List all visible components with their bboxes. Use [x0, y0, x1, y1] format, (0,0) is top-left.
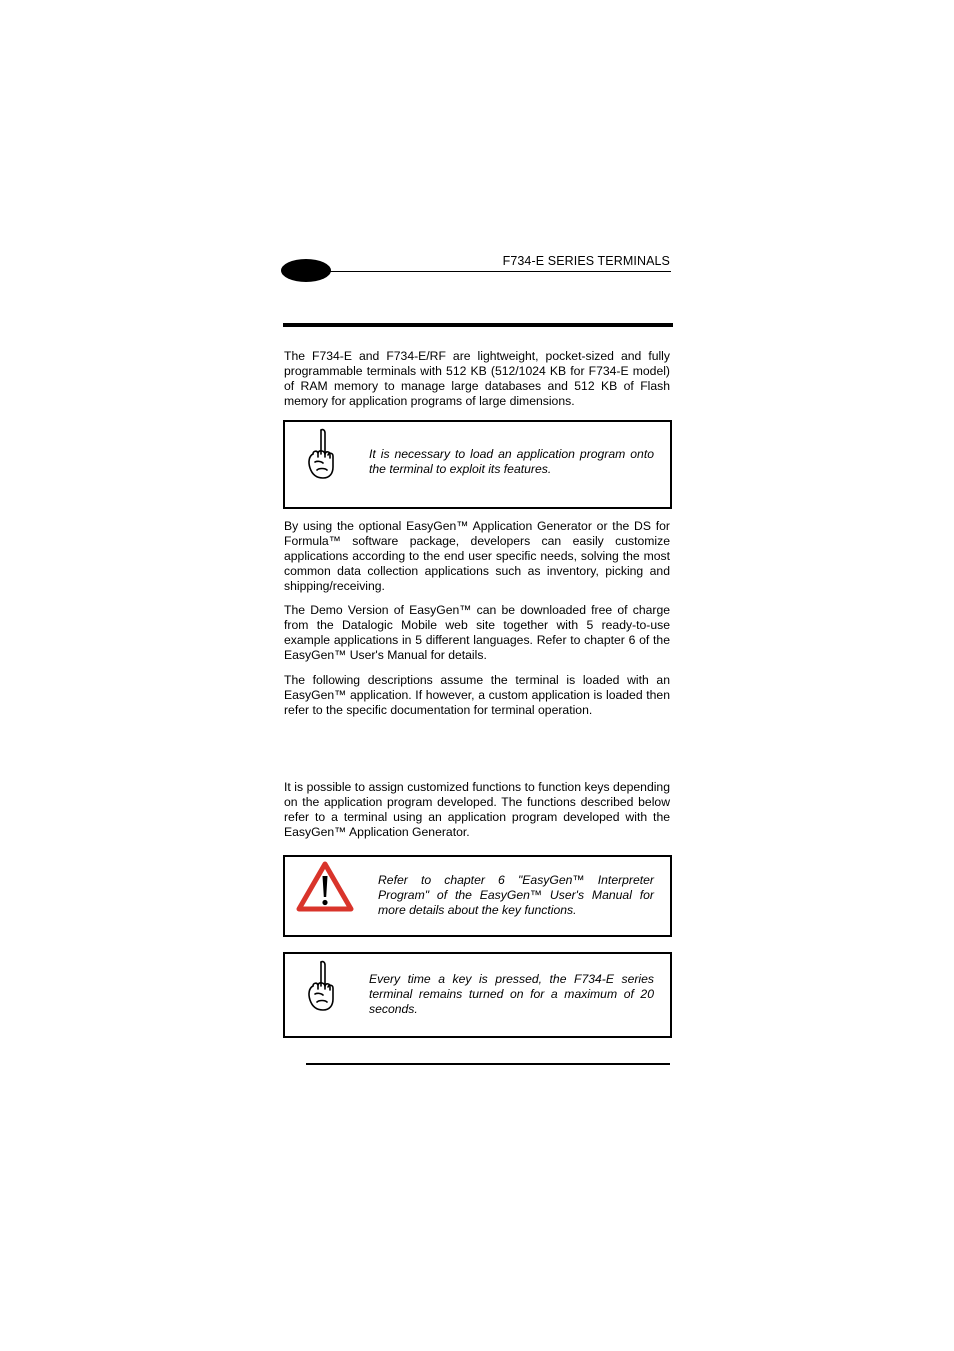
intro-paragraph: The F734-E and F734-E/RF are lightweight, pocket-sized and fully programmable terminals with 512 KB (512/1024 KB for F734-E model) of RAM memory to manage large databases and 512 KB of Flash memory for application programs of large dimensions. — [284, 349, 670, 408]
note-text-load-program: It is necessary to load an application program onto the terminal to exploit its features. — [369, 447, 654, 476]
running-header-title: F734-E SERIES TERMINALS — [502, 254, 670, 268]
pointing-hand-icon — [303, 426, 337, 482]
pointing-hand-icon — [303, 958, 337, 1014]
header-rule — [325, 271, 671, 272]
note-text-key-press: Every time a key is pressed, the F734-E series terminal remains turned on for a maximum of 20 seconds. — [369, 972, 654, 1016]
demo-version-paragraph: The Demo Version of EasyGen™ can be downloaded free of charge from the Datalogic Mobile web site together with 5 ready-to-use example applications in 5 different languages. Refer to chapter 6 of the EasyGen™ User's Manual for details. — [284, 603, 670, 662]
page-tab-marker — [281, 259, 331, 282]
warning-box-key-functions — [283, 855, 672, 937]
easygen-paragraph: By using the optional EasyGen™ Application Generator or the DS for Formula™ software package, developers can easily customize applications according to the end user specific needs, solving the most common data collection applications such as inventory, picking and shipping/receiving. — [284, 519, 670, 593]
section-heading-rule — [283, 323, 673, 327]
note-box-key-press — [283, 952, 672, 1038]
note-box-load-program — [283, 420, 672, 509]
descriptions-paragraph: The following descriptions assume the terminal is loaded with an EasyGen™ application. If however, a custom application is loaded then refer to the specific documentation for terminal operation. — [284, 673, 670, 717]
function-keys-paragraph: It is possible to assign customized functions to function keys depending on the application program developed. The functions described below refer to a terminal using an application program developed with the EasyGen™ Application Generator. — [284, 780, 670, 839]
footer-rule — [306, 1063, 670, 1065]
warning-text-key-functions: Refer to chapter 6 "EasyGen™ Interpreter Program" of the EasyGen™ User's Manual for more details about the key functions. — [378, 873, 654, 917]
warning-triangle-icon — [295, 860, 355, 914]
